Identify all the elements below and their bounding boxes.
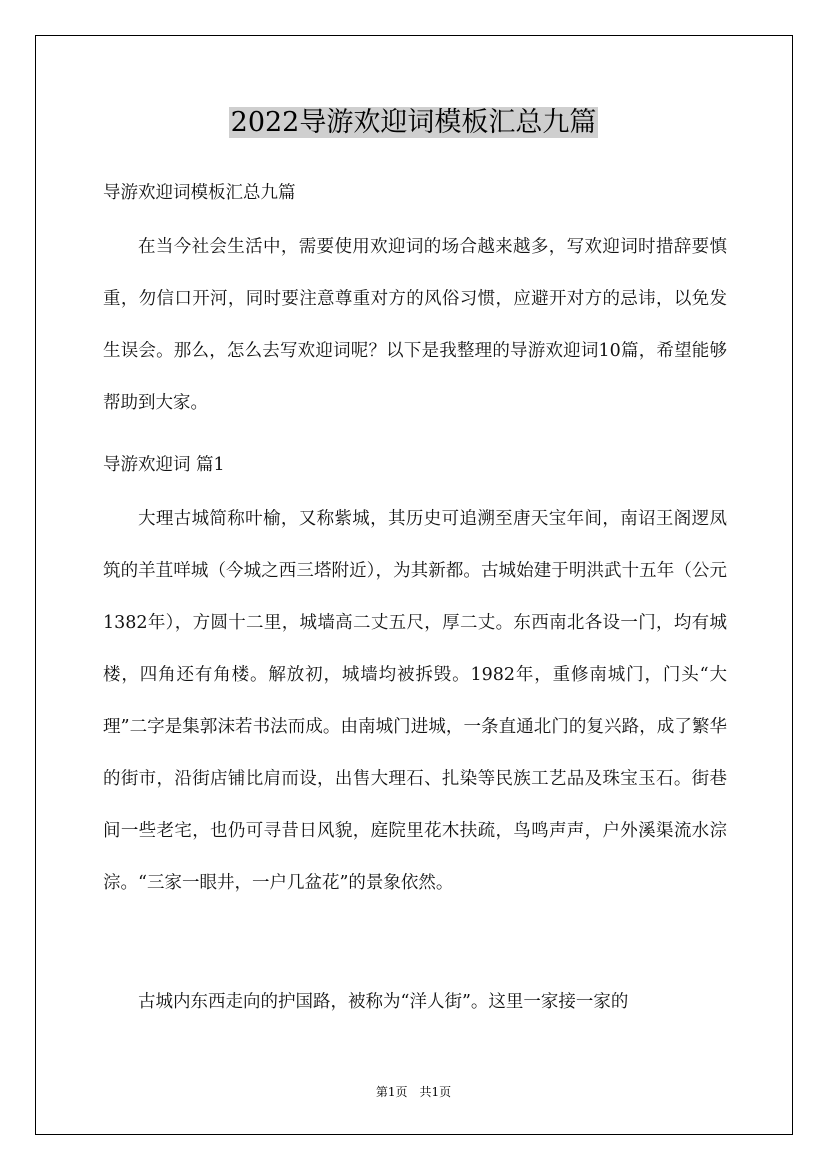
body-paragraph-continued: 古城内东西走向的护国路，被称为“洋人街”。这里一家接一家的 <box>138 992 629 1012</box>
document-subtitle: 导游欢迎词模板汇总九篇 <box>103 183 296 203</box>
document-title <box>0 103 827 143</box>
section-heading: 导游欢迎词 篇1 <box>103 455 225 475</box>
intro-paragraph: 在当今社会生活中，需要使用欢迎词的场合越来越多，写欢迎词时措辞要慎重，勿信口开河，同时要注意尊重对方的风俗习惯，应避开对方的忌讳，以免发生误会。那么，怎么去写欢迎词呢？以下是我整理的导游欢迎词10篇，希望能够帮助到大家。 <box>103 237 727 413</box>
document-title-text: 2022导游欢迎词模板汇总九篇 <box>230 107 597 138</box>
body-paragraph: 大理古城简称叶榆，又称紫城，其历史可追溯至唐天宝年间，南诏王阁逻凤筑的羊苴咩城（今城之西三塔附近），为其新都。古城始建于明洪武十五年（公元1382年），方圆十二里，城墙高二丈五尺，厚二丈。东西南北各设一门，均有城楼，四角还有角楼。解放初，城墙均被拆毁。1982年，重修南城门，门头“大理”二字是集郭沫若书法而成。由南城门进城，一条直通北门的复兴路，成了繁华的街市，沿街店铺比肩而设，出售大理石、扎染等民族工艺品及珠宝玉石。街巷间一些老宅，也仍可寻昔日风貌，庭院里花木扶疏，鸟鸣声声，户外溪渠流水淙淙。“三家一眼井，一户几盆花”的景象依然。 <box>103 509 727 893</box>
page-number: 第1页 共1页 <box>375 1085 452 1099</box>
